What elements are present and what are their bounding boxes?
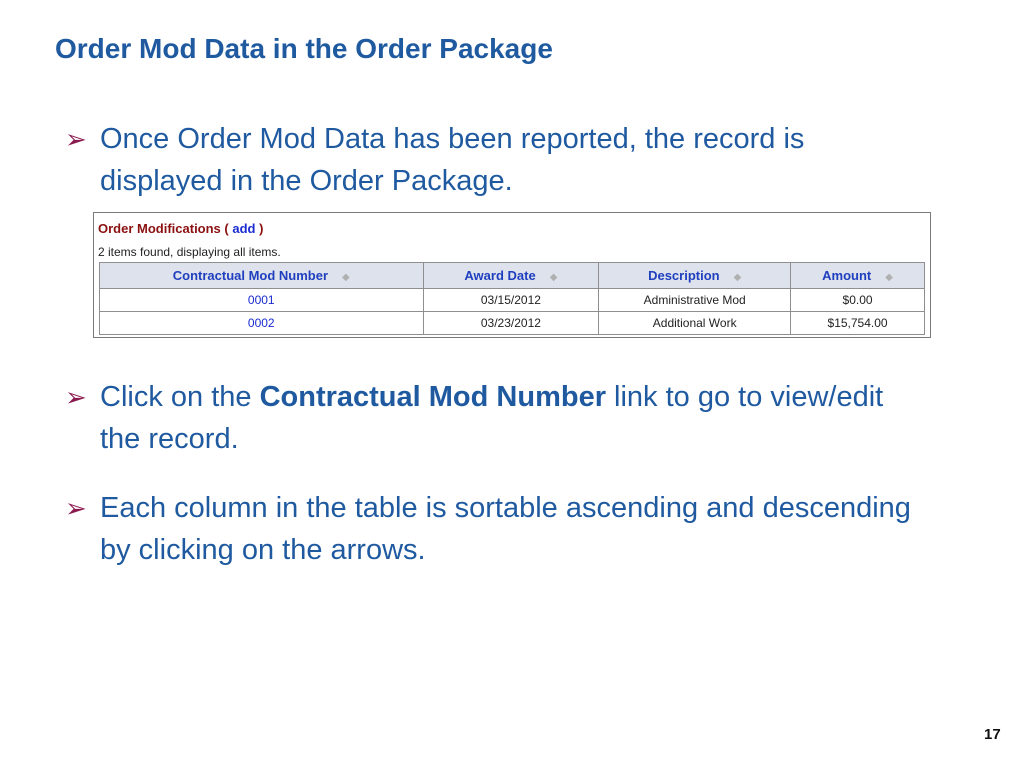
column-header-award-date[interactable]: Award Date ◆ [423, 263, 599, 289]
bullet-text: Click on the Contractual Mod Number link to go to view/edit the record. [100, 381, 884, 455]
bullet-text: Each column in the table is sortable ascending and descending by clicking on the arrows. [100, 492, 911, 566]
table-row [100, 312, 925, 335]
mod-number-link[interactable]: 0002 [247, 316, 275, 330]
cell-award-date: 03/23/2012 [423, 312, 599, 335]
bullet-arrow-icon: ➢ [65, 124, 87, 154]
cell-amount: $0.00 [791, 289, 925, 312]
order-modifications-panel [93, 212, 931, 338]
bullet-item [65, 118, 925, 202]
panel-heading [98, 221, 263, 236]
bullet-item [65, 376, 925, 460]
bullet-item [65, 487, 925, 571]
table-header-row [100, 263, 925, 289]
bullet-arrow-icon: ➢ [65, 493, 87, 523]
cell-amount: $15,754.00 [791, 312, 925, 335]
bullet-arrow-icon: ➢ [65, 382, 87, 412]
cell-description: Additional Work [599, 312, 791, 335]
column-header-amount[interactable]: Amount ◆ [791, 263, 925, 289]
sort-arrows-icon[interactable]: ◆ [549, 272, 558, 283]
column-header-mod-number[interactable]: Contractual Mod Number ◆ [100, 263, 424, 289]
items-count-text: 2 items found, displaying all items. [98, 245, 281, 259]
column-header-description[interactable]: Description ◆ [599, 263, 791, 289]
order-mods-table [99, 262, 925, 335]
cell-description: Administrative Mod [599, 289, 791, 312]
panel-heading-close: ) [255, 221, 264, 236]
emphasis-text: Contractual Mod Number [259, 381, 606, 413]
add-link[interactable]: add [232, 221, 256, 236]
cell-mod-number [100, 312, 424, 335]
cell-mod-number [100, 289, 424, 312]
table-row [100, 289, 925, 312]
cell-award-date: 03/15/2012 [423, 289, 599, 312]
sort-arrows-icon[interactable]: ◆ [733, 272, 742, 283]
sort-arrows-icon[interactable]: ◆ [885, 272, 893, 283]
mod-number-link[interactable]: 0001 [247, 293, 275, 307]
bullet-text: Once Order Mod Data has been reported, the record is displayed in the Order Package. [100, 123, 805, 197]
page-number: 17 [984, 726, 1001, 743]
panel-heading-label: Order Modifications ( [98, 221, 233, 236]
slide-title: Order Mod Data in the Order Package [55, 33, 553, 64]
sort-arrows-icon[interactable]: ◆ [342, 272, 350, 283]
